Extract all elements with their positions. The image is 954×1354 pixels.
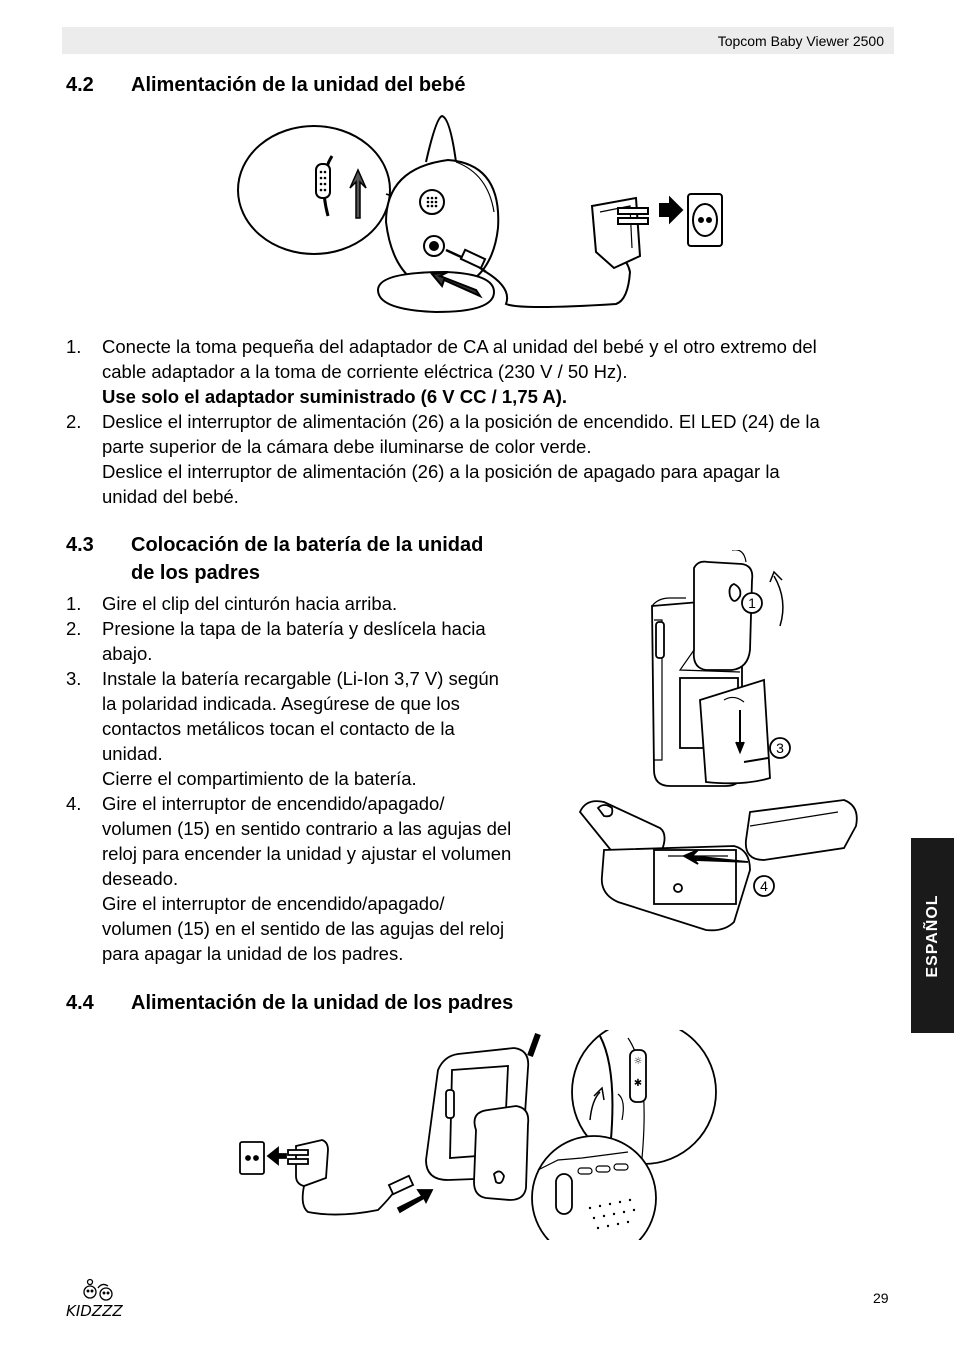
header-product-name: Topcom Baby Viewer 2500 xyxy=(717,33,884,49)
baby-unit-power-illustration xyxy=(236,112,736,320)
list-item: 2. Deslice el interruptor de alimentación (26) a la posición de encendido. El LED (24) de la parte superior de la cámara debe iluminarse de color verde. Deslice el interruptor de alimentación (26) a la posición de apagado para apagar la unidad del bebé. xyxy=(66,411,820,507)
parent-unit-power-illustration xyxy=(238,1030,728,1240)
callout-3-label: 3 xyxy=(776,740,784,756)
language-side-tab xyxy=(911,838,954,1033)
list-item: 1. Conecte la toma pequeña del adaptador de CA al unidad del bebé y el otro extremo del cable adaptador a la toma de corriente eléctrica (230 V / 50 Hz). Use solo el adaptador suministrado (6 V CC / 1,75 A). xyxy=(66,336,817,407)
sun-icon: ☼ xyxy=(633,1056,643,1067)
section-4-2-title: Alimentación de la unidad del bebé xyxy=(131,74,466,96)
callout-1-label: 1 xyxy=(748,595,756,611)
list-item: 1. Gire el clip del cinturón hacia arriba. xyxy=(66,593,398,614)
section-4-4-number: 4.4 xyxy=(66,992,94,1014)
page-number: 29 xyxy=(873,1290,889,1306)
language-label: ESPAÑOL xyxy=(923,893,941,978)
plug-in-arrow-icon xyxy=(398,1190,432,1212)
switch-zoom-bubble xyxy=(238,126,390,254)
section-4-3-steps xyxy=(66,591,556,966)
antenna xyxy=(426,116,456,162)
wall-socket-icon xyxy=(240,1142,264,1174)
battery-installation-illustration xyxy=(574,550,864,940)
right-arrow-icon xyxy=(660,198,682,222)
callout-4-label: 4 xyxy=(760,878,768,894)
section-4-3-title: Colocación de la batería de la unidad de los padres xyxy=(131,534,484,584)
list-item: 4. Gire el interruptor de encendido/apagado/ volumen (15) en sentido contrario a las agujas del reloj para encender la unidad y ajustar el volumen deseado. Gire el interruptor de encendido/apagado/ volumen (15) en el sentido de las agujas del reloj para apagar la unidad de los padres. xyxy=(66,793,512,964)
section-4-3-number: 4.3 xyxy=(66,534,94,556)
star-icon: ✱ xyxy=(633,1078,643,1089)
list-item: 3. Instale la batería recargable (Li-Ion 3,7 V) según la polaridad indicada. Asegúrese de que los contactos metálicos tocan el contacto de la unidad. Cierre el compartimiento de la batería. xyxy=(66,668,499,789)
left-arrow-icon xyxy=(268,1148,286,1164)
logo-text: KIDZZZ xyxy=(66,1302,123,1320)
list-item: 2. Presione la tapa de la batería y deslícela hacia abajo. xyxy=(66,618,486,664)
battery-pack xyxy=(746,800,857,860)
section-4-2-steps xyxy=(66,334,896,509)
section-4-2-number: 4.2 xyxy=(66,74,94,96)
kidzzz-logo xyxy=(64,1278,136,1322)
running-header xyxy=(62,27,894,54)
section-4-4-title: Alimentación de la unidad de los padres xyxy=(131,992,514,1014)
